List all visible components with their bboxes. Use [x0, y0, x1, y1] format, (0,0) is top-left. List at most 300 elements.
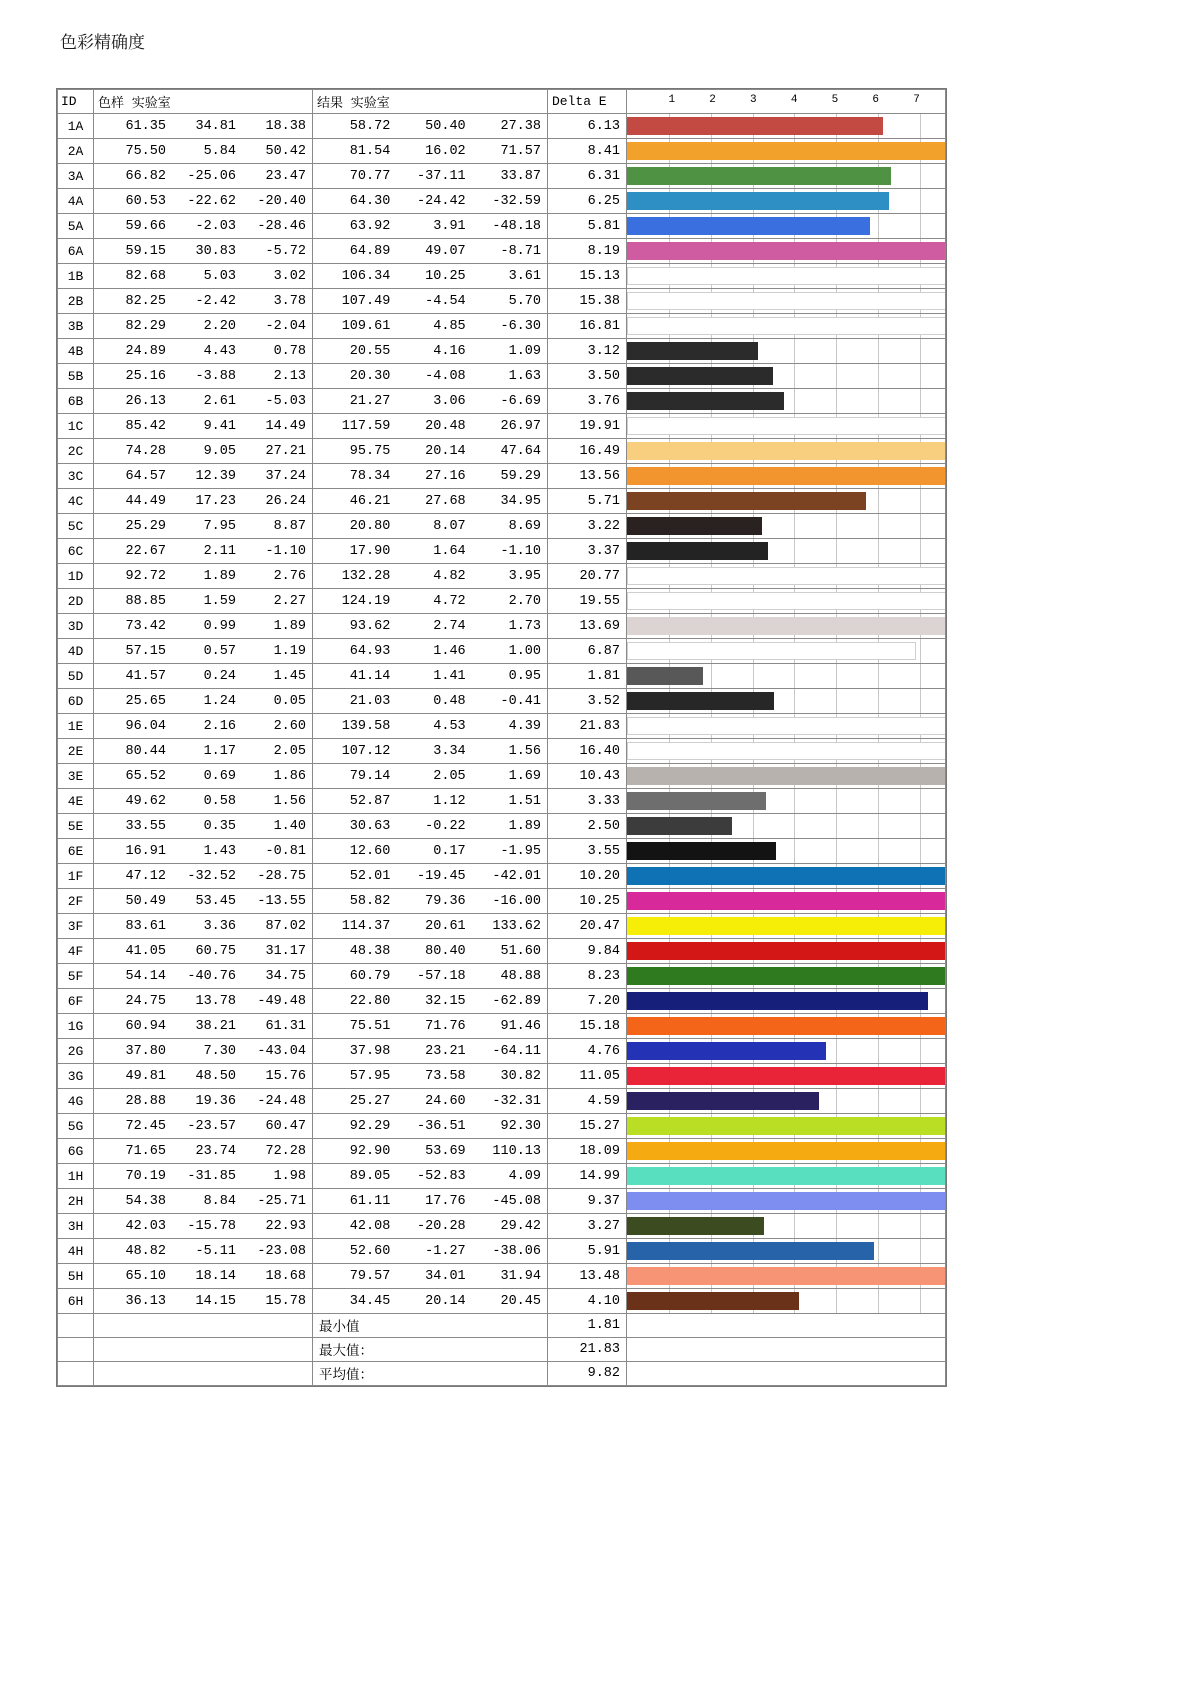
lab-value: 60.47 [265, 1118, 306, 1134]
lab-value: 59.29 [500, 468, 541, 484]
row-id: 1H [58, 1164, 94, 1189]
row-delta-e: 7.20 [548, 989, 627, 1014]
row-id: 6B [58, 389, 94, 414]
gridline [753, 664, 754, 688]
row-bar-cell [627, 114, 946, 139]
lab-value: 12.60 [349, 843, 391, 859]
delta-e-bar [627, 267, 945, 285]
gridline [878, 1239, 879, 1263]
lab-value: 61.31 [265, 1018, 306, 1034]
row-bar-cell [627, 939, 946, 964]
lab-value: 61.35 [125, 118, 166, 134]
row-bar-cell [627, 689, 946, 714]
lab-value: 41.14 [349, 668, 391, 684]
gridline [794, 389, 795, 413]
delta-e-bar [627, 942, 945, 960]
delta-e-bar [627, 767, 945, 785]
row-bar-cell [627, 914, 946, 939]
lab-value: 133.62 [492, 918, 541, 934]
lab-value: -15.78 [187, 1218, 236, 1234]
row-bar-cell [627, 139, 946, 164]
lab-value: 1.56 [273, 793, 306, 809]
table-row [58, 189, 946, 214]
lab-value: 114.37 [341, 918, 391, 934]
lab-value: -23.57 [187, 1118, 236, 1134]
row-bar-cell [627, 464, 946, 489]
table-row [58, 1239, 946, 1264]
lab-value: 50.42 [265, 143, 306, 159]
row-id: 2C [58, 439, 94, 464]
table-row [58, 489, 946, 514]
lab-value: 20.14 [425, 443, 466, 459]
lab-value: 14.49 [265, 418, 306, 434]
lab-value: -24.42 [417, 193, 466, 209]
lab-value: 21.27 [349, 393, 391, 409]
row-sample-lab [94, 564, 313, 589]
row-delta-e: 8.19 [548, 239, 627, 264]
delta-e-bar [627, 1217, 764, 1235]
delta-e-bar [627, 1042, 826, 1060]
row-id: 5A [58, 214, 94, 239]
lab-value: 37.24 [265, 468, 306, 484]
gridline [794, 514, 795, 538]
row-result-lab [313, 189, 548, 214]
gridline [836, 789, 837, 813]
lab-value: 34.75 [265, 968, 306, 984]
delta-e-bar [627, 142, 945, 160]
table-row [58, 1289, 946, 1314]
lab-value: -32.31 [492, 1093, 541, 1109]
row-id: 5F [58, 964, 94, 989]
gridline [836, 814, 837, 838]
row-bar-cell [627, 864, 946, 889]
row-id: 1F [58, 864, 94, 889]
row-sample-lab [94, 1039, 313, 1064]
row-result-lab [313, 489, 548, 514]
row-result-lab [313, 1064, 548, 1089]
lab-value: 50.49 [125, 893, 166, 909]
lab-value: 64.93 [349, 643, 391, 659]
row-result-lab [313, 564, 548, 589]
lab-value: 139.58 [341, 718, 391, 734]
row-result-lab [313, 1264, 548, 1289]
row-delta-e: 15.13 [548, 264, 627, 289]
delta-e-bar [627, 1292, 799, 1310]
lab-value: 2.61 [203, 393, 236, 409]
row-bar-cell [627, 539, 946, 564]
row-result-lab [313, 114, 548, 139]
table-row [58, 714, 946, 739]
table-row [58, 814, 946, 839]
row-delta-e: 3.33 [548, 789, 627, 814]
row-sample-lab [94, 414, 313, 439]
lab-value: 8.87 [273, 518, 306, 534]
gridline [920, 214, 921, 238]
lab-value: 50.40 [425, 118, 466, 134]
lab-value: -32.59 [492, 193, 541, 209]
row-result-lab [313, 1039, 548, 1064]
row-delta-e: 10.25 [548, 889, 627, 914]
axis-tick: 6 [872, 93, 880, 106]
row-result-lab [313, 439, 548, 464]
row-id: 2H [58, 1189, 94, 1214]
lab-value: 14.15 [195, 1293, 236, 1309]
gridline [794, 364, 795, 388]
delta-e-bar [627, 392, 784, 410]
table-row [58, 964, 946, 989]
row-id: 3H [58, 1214, 94, 1239]
lab-value: 2.70 [508, 593, 541, 609]
row-id: 4E [58, 789, 94, 814]
row-bar-cell [627, 1164, 946, 1189]
table-row [58, 1114, 946, 1139]
gridline [920, 639, 921, 663]
summary-sample-blank [94, 1338, 313, 1362]
table-row [58, 114, 946, 139]
lab-value: 95.75 [349, 443, 391, 459]
lab-value: 27.38 [500, 118, 541, 134]
lab-value: 66.82 [125, 168, 166, 184]
table-row [58, 439, 946, 464]
row-bar-cell [627, 964, 946, 989]
row-result-lab [313, 614, 548, 639]
summary-id-blank [58, 1338, 94, 1362]
lab-value: 1.51 [508, 793, 541, 809]
row-result-lab [313, 389, 548, 414]
gridline [794, 839, 795, 863]
row-id: 1B [58, 264, 94, 289]
row-delta-e: 3.50 [548, 364, 627, 389]
row-id: 1A [58, 114, 94, 139]
gridline [920, 664, 921, 688]
lab-value: 18.68 [265, 1268, 306, 1284]
lab-value: 10.25 [425, 268, 466, 284]
row-result-lab [313, 939, 548, 964]
row-bar-cell [627, 289, 946, 314]
gridline [753, 814, 754, 838]
row-bar-cell [627, 564, 946, 589]
lab-value: 53.69 [425, 1143, 466, 1159]
row-delta-e: 5.71 [548, 489, 627, 514]
row-result-lab [313, 1164, 548, 1189]
lab-value: 8.07 [433, 518, 466, 534]
lab-value: -13.55 [257, 893, 306, 909]
lab-value: 75.50 [125, 143, 166, 159]
lab-value: 92.29 [349, 1118, 391, 1134]
lab-value: 48.82 [125, 1243, 166, 1259]
lab-value: 60.79 [349, 968, 391, 984]
lab-value: 9.05 [203, 443, 236, 459]
lab-value: 64.89 [349, 243, 391, 259]
row-result-lab [313, 789, 548, 814]
lab-value: 51.60 [500, 943, 541, 959]
delta-e-bar [627, 1242, 874, 1260]
lab-value: 26.13 [125, 393, 166, 409]
lab-value: 34.45 [349, 1293, 391, 1309]
lab-value: 0.78 [273, 343, 306, 359]
lab-value: 96.04 [125, 718, 166, 734]
lab-value: 20.14 [425, 1293, 466, 1309]
lab-value: -0.41 [500, 693, 541, 709]
lab-value: -8.71 [500, 243, 541, 259]
table-row [58, 614, 946, 639]
axis-tick: 2 [709, 93, 716, 106]
lab-value: 1.64 [433, 543, 466, 559]
row-sample-lab [94, 1289, 313, 1314]
header-axis [627, 90, 946, 114]
table-row [58, 889, 946, 914]
lab-value: 25.65 [125, 693, 166, 709]
lab-value: 3.78 [273, 293, 306, 309]
lab-value: 109.61 [341, 318, 391, 334]
table-row [58, 214, 946, 239]
lab-value: 22.80 [349, 993, 391, 1009]
row-result-lab [313, 989, 548, 1014]
gridline [920, 1214, 921, 1238]
summary-label: 最小值 [313, 1314, 548, 1338]
table-row [58, 289, 946, 314]
lab-value: 20.48 [425, 418, 466, 434]
page-title: 色彩精确度 [60, 33, 145, 52]
lab-value: 3.91 [433, 218, 466, 234]
lab-value: 5.70 [508, 293, 541, 309]
row-bar-cell [627, 239, 946, 264]
delta-e-bar [627, 467, 945, 485]
lab-value: 106.34 [341, 268, 391, 284]
lab-value: 49.81 [125, 1068, 166, 1084]
lab-value: 1.89 [273, 618, 306, 634]
row-delta-e: 6.87 [548, 639, 627, 664]
lab-value: -64.11 [492, 1043, 541, 1059]
lab-value: 80.40 [425, 943, 466, 959]
row-sample-lab [94, 889, 313, 914]
table-row [58, 239, 946, 264]
gridline [878, 1039, 879, 1063]
row-delta-e: 19.55 [548, 589, 627, 614]
row-id: 1C [58, 414, 94, 439]
summary-label: 最大值： [313, 1338, 548, 1362]
lab-value: 58.72 [349, 118, 391, 134]
table-row [58, 464, 946, 489]
lab-value: 33.87 [500, 168, 541, 184]
row-id: 6D [58, 689, 94, 714]
row-delta-e: 15.27 [548, 1114, 627, 1139]
row-sample-lab [94, 1189, 313, 1214]
table-row [58, 314, 946, 339]
table-row [58, 139, 946, 164]
row-id: 1E [58, 714, 94, 739]
header-delta-e: Delta E [548, 90, 627, 114]
row-id: 1G [58, 1014, 94, 1039]
lab-value: 59.66 [125, 218, 166, 234]
delta-e-bar [627, 1267, 945, 1285]
lab-value: -43.04 [257, 1043, 306, 1059]
row-sample-lab [94, 914, 313, 939]
gridline [920, 514, 921, 538]
row-delta-e: 16.81 [548, 314, 627, 339]
summary-row [58, 1338, 946, 1362]
lab-value: 124.19 [341, 593, 391, 609]
gridline [878, 839, 879, 863]
lab-value: 24.75 [125, 993, 166, 1009]
lab-value: 2.27 [273, 593, 306, 609]
lab-value: 80.44 [125, 743, 166, 759]
lab-value: 1.56 [508, 743, 541, 759]
row-delta-e: 14.99 [548, 1164, 627, 1189]
row-result-lab [313, 589, 548, 614]
row-delta-e: 13.48 [548, 1264, 627, 1289]
row-delta-e: 15.18 [548, 1014, 627, 1039]
lab-value: 4.72 [433, 593, 466, 609]
table-row [58, 364, 946, 389]
lab-value: 81.54 [349, 143, 391, 159]
lab-value: 2.76 [273, 568, 306, 584]
lab-value: 38.21 [195, 1018, 236, 1034]
row-result-lab [313, 739, 548, 764]
delta-e-bar [627, 867, 945, 885]
gridline [794, 1214, 795, 1238]
lab-value: 37.80 [125, 1043, 166, 1059]
lab-value: -6.69 [500, 393, 541, 409]
row-sample-lab [94, 639, 313, 664]
lab-value: 54.14 [125, 968, 166, 984]
row-result-lab [313, 1214, 548, 1239]
row-result-lab [313, 314, 548, 339]
table-row [58, 264, 946, 289]
lab-value: 32.15 [425, 993, 466, 1009]
lab-value: 2.05 [273, 743, 306, 759]
gridline [920, 1289, 921, 1313]
row-result-lab [313, 239, 548, 264]
gridline [920, 364, 921, 388]
row-sample-lab [94, 214, 313, 239]
delta-e-bar [627, 367, 773, 385]
lab-value: 78.34 [349, 468, 391, 484]
axis-tick: 1 [668, 93, 676, 106]
lab-value: 49.07 [425, 243, 466, 259]
lab-value: 3.61 [508, 268, 541, 284]
lab-value: 0.69 [203, 768, 236, 784]
gridline [920, 689, 921, 713]
row-bar-cell [627, 189, 946, 214]
row-bar-cell [627, 314, 946, 339]
delta-e-bar [627, 692, 774, 710]
gridline [836, 1214, 837, 1238]
table-row [58, 1039, 946, 1064]
lab-value: 7.95 [203, 518, 236, 534]
gridline [878, 789, 879, 813]
row-result-lab [313, 814, 548, 839]
gridline [711, 664, 712, 688]
gridline [794, 814, 795, 838]
row-result-lab [313, 639, 548, 664]
row-result-lab [313, 1014, 548, 1039]
row-delta-e: 18.09 [548, 1139, 627, 1164]
row-id: 5H [58, 1264, 94, 1289]
row-id: 4F [58, 939, 94, 964]
table-row [58, 1139, 946, 1164]
lab-value: 28.88 [125, 1093, 166, 1109]
row-delta-e: 6.13 [548, 114, 627, 139]
row-delta-e: 3.55 [548, 839, 627, 864]
summary-id-blank [58, 1362, 94, 1386]
gridline [836, 389, 837, 413]
row-delta-e: 4.59 [548, 1089, 627, 1114]
lab-value: 82.68 [125, 268, 166, 284]
row-delta-e: 4.76 [548, 1039, 627, 1064]
lab-value: 25.27 [349, 1093, 391, 1109]
row-delta-e: 9.37 [548, 1189, 627, 1214]
lab-value: -1.10 [500, 543, 541, 559]
table-row [58, 639, 946, 664]
lab-value: 1.09 [508, 343, 541, 359]
row-id: 2E [58, 739, 94, 764]
lab-value: 1.19 [273, 643, 306, 659]
row-id: 3C [58, 464, 94, 489]
lab-value: 24.60 [425, 1093, 466, 1109]
delta-e-bar [627, 592, 945, 610]
lab-value: 23.21 [425, 1043, 466, 1059]
lab-value: 41.57 [125, 668, 166, 684]
lab-value: 36.13 [125, 1293, 166, 1309]
row-sample-lab [94, 939, 313, 964]
axis-tick: 4 [790, 93, 798, 106]
lab-value: 41.05 [125, 943, 166, 959]
lab-value: 58.82 [349, 893, 391, 909]
row-id: 6G [58, 1139, 94, 1164]
lab-value: 0.57 [203, 643, 236, 659]
gridline [878, 539, 879, 563]
lab-value: 63.92 [349, 218, 391, 234]
lab-value: 88.85 [125, 593, 166, 609]
row-result-lab [313, 1114, 548, 1139]
lab-value: 34.95 [500, 493, 541, 509]
lab-value: -48.18 [492, 218, 541, 234]
row-bar-cell [627, 814, 946, 839]
lab-value: 4.09 [508, 1168, 541, 1184]
row-result-lab [313, 1139, 548, 1164]
axis-tick: 3 [750, 93, 757, 106]
gridline [878, 489, 879, 513]
row-id: 4D [58, 639, 94, 664]
lab-value: 48.88 [500, 968, 541, 984]
delta-e-bar [627, 1092, 819, 1110]
row-delta-e: 3.27 [548, 1214, 627, 1239]
row-bar-cell [627, 1264, 946, 1289]
lab-value: -42.01 [492, 868, 541, 884]
lab-value: -2.03 [195, 218, 236, 234]
gridline [794, 689, 795, 713]
delta-e-bar [627, 117, 883, 135]
table-row [58, 864, 946, 889]
row-delta-e: 3.76 [548, 389, 627, 414]
gridline [794, 664, 795, 688]
lab-value: 23.47 [265, 168, 306, 184]
delta-e-bar [627, 542, 768, 560]
row-delta-e: 11.05 [548, 1064, 627, 1089]
lab-value: -28.75 [257, 868, 306, 884]
row-bar-cell [627, 589, 946, 614]
lab-value: 20.30 [349, 368, 391, 384]
lab-value: 7.30 [203, 1043, 236, 1059]
row-sample-lab [94, 389, 313, 414]
header-result: 结果 实验室 [313, 90, 548, 114]
row-sample-lab [94, 189, 313, 214]
row-delta-e: 10.43 [548, 764, 627, 789]
table-row [58, 389, 946, 414]
row-id: 3A [58, 164, 94, 189]
table-row [58, 689, 946, 714]
